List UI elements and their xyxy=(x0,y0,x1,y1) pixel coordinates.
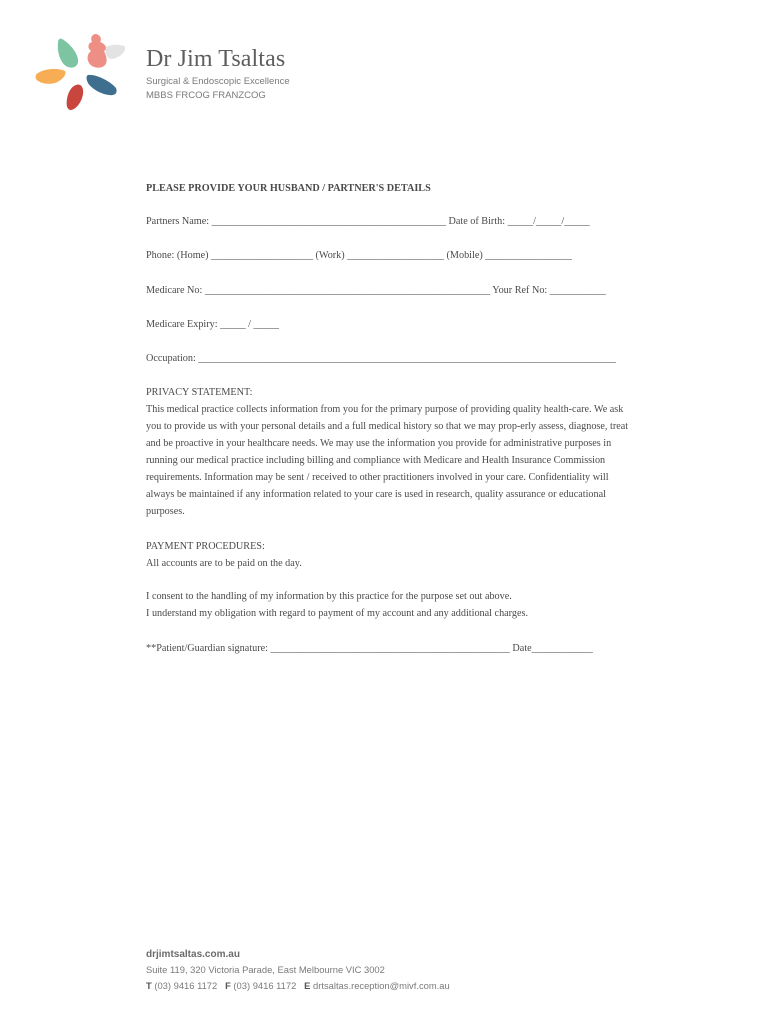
payment-text: All accounts are to be paid on the day. xyxy=(146,558,302,569)
medicare-expiry-field[interactable]: Medicare Expiry: _____ / _____ xyxy=(146,319,279,330)
privacy-title: PRIVACY STATEMENT: xyxy=(146,387,253,398)
logo-red-petal xyxy=(67,85,84,110)
signature-field[interactable]: **Patient/Guardian signature: _______________________________________________ Date____________ xyxy=(146,643,593,654)
logo-orange-petal xyxy=(36,69,66,84)
privacy-text: This medical practice collects information from you for the primary purpose of providing quality health-care. We ask you to provide us with your personal details and a full medical history so that we may prop-erly assess, diagnose, treat and be proactive in your healthcare needs. We may use the information you provide for administrative purposes in running our medical practice including billing and compliance with Medicare and Health Insurance Commission requirements. Information may be sent / received to other practitioners involved in your care. Confidentiality will always be maintained if any information related to your care is used in research, quality assurance or educational purposes. xyxy=(146,404,629,517)
brand-logo xyxy=(34,33,126,111)
section-title: PLEASE PROVIDE YOUR HUSBAND / PARTNER'S DETAILS xyxy=(146,183,431,194)
footer-fax: (03) 9416 1172 xyxy=(233,980,297,991)
brand-credentials: MBBS FRCOG FRANZCOG xyxy=(146,90,266,101)
phone-label: T xyxy=(146,980,152,991)
phone-field[interactable]: Phone: (Home) ____________________ (Work) ___________________ (Mobile) _________________ xyxy=(146,250,572,261)
logo-blue-petal xyxy=(87,75,117,95)
footer-email[interactable]: drtsaltas.reception@mivf.com.au xyxy=(313,980,450,991)
payment-title: PAYMENT PROCEDURES: xyxy=(146,541,265,552)
partner-name-field[interactable]: Partners Name: ______________________________________________ Date of Birth: _____/_____/_____ xyxy=(146,216,590,227)
fax-label: F xyxy=(225,980,231,991)
occupation-field[interactable]: Occupation: __________________________________________________________________________________ xyxy=(146,353,617,364)
brand-name: Dr Jim Tsaltas xyxy=(146,46,286,72)
footer-address: Suite 119, 320 Victoria Parade, East Melbourne VIC 3002 xyxy=(146,964,385,975)
consent-line-1: I consent to the handling of my information by this practice for the purpose set out above. xyxy=(146,591,512,602)
consent-line-2: I understand my obligation with regard to payment of my account and any additional charges. xyxy=(146,608,529,619)
logo-grey-petal xyxy=(105,45,125,59)
footer-website[interactable]: drjimtsaltas.com.au xyxy=(146,949,240,960)
medicare-field[interactable]: Medicare No: ________________________________________________________ Your Ref No: ___________ xyxy=(146,285,606,296)
footer-contact xyxy=(146,980,450,991)
email-label: E xyxy=(304,980,311,991)
footer-phone[interactable]: (03) 9416 1172 xyxy=(154,980,218,991)
logo-pink-figure xyxy=(88,34,107,68)
logo-green-petal xyxy=(58,39,78,68)
brand-tagline: Surgical & Endoscopic Excellence xyxy=(146,76,290,87)
